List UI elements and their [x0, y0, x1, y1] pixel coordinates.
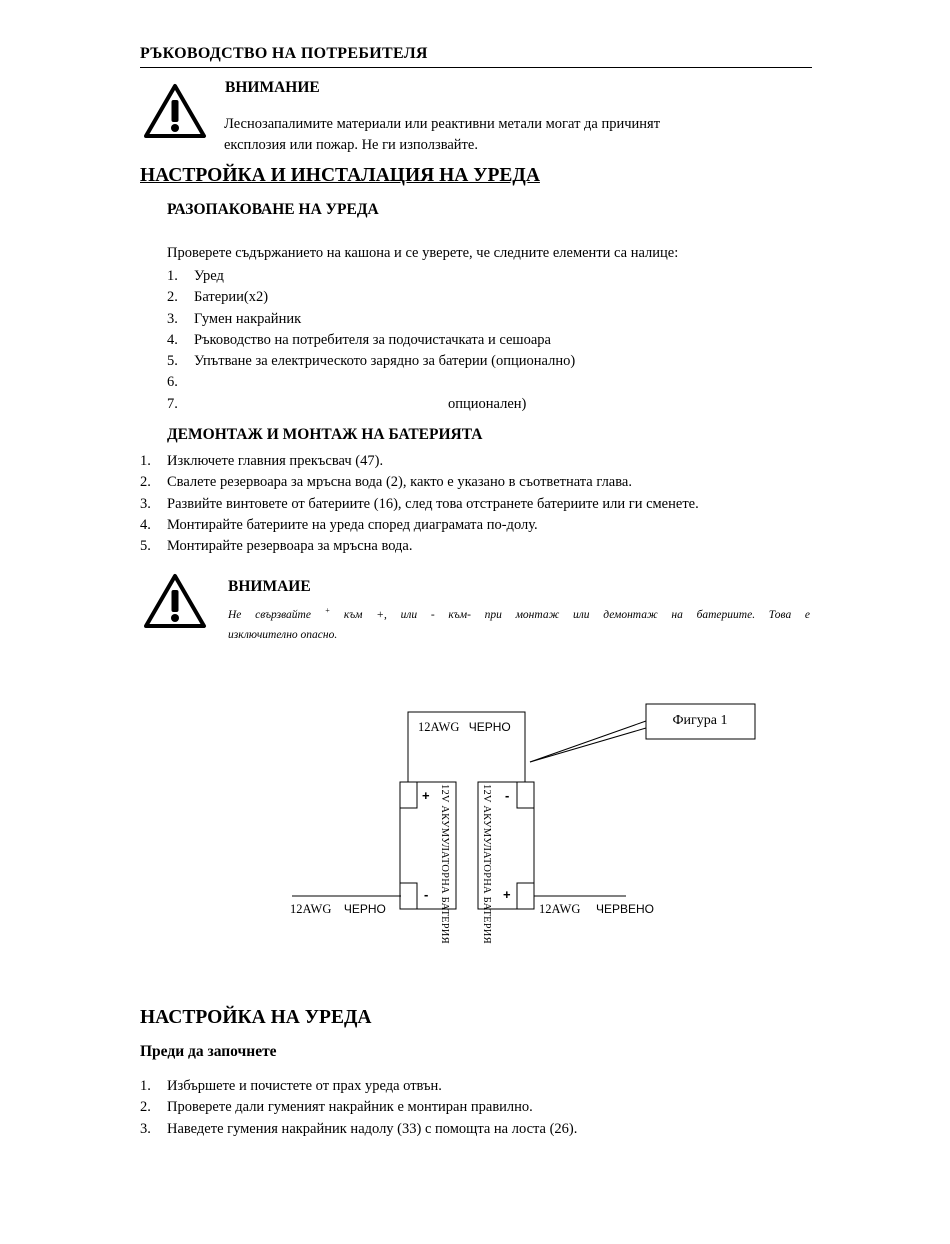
section-title-device-setup: НАСТРОЙКА НА УРЕДА: [140, 1007, 372, 1028]
battery-left-label: 12V АКУМУЛАТОРНА БАТЕРИЯ: [439, 784, 450, 944]
left-wire-label: 12AWG ЧЕРНО: [290, 902, 386, 916]
warning-triangle-icon: [143, 83, 207, 139]
figure-label: Фигура 1: [672, 713, 728, 728]
warning-triangle-icon: [143, 573, 207, 629]
warning-2-text-line-1: Не свързвайте + към +, или - към- при монтаж или демонтаж на батериите. Това е: [228, 606, 811, 621]
top-wire-label: 12AWG ЧЕРНО: [418, 720, 511, 734]
right-wire-label: 12AWG ЧЕРВЕНО: [539, 902, 654, 916]
warning-text-line-2: експлозия или пожар. Не ги използвайте.: [224, 137, 478, 153]
list-item: 3. Гумен накрайник: [167, 310, 302, 327]
list-item: 2. Свалете резервоара за мръсна вода (2), както е указано в съответната глава.: [140, 474, 632, 491]
list-item: 7.: [167, 395, 178, 412]
subsection-title-unpacking: РАЗОПАКОВАНЕ НА УРЕДА: [167, 201, 379, 218]
list-item: 1. Изключете главния прекъсвач (47).: [140, 453, 384, 469]
battery-right-label: 12V АКУМУЛАТОРНА БАТЕРИЯ: [481, 784, 492, 944]
list-item: 3. Развийте винтовете от батериите (16), след това отстранете батериите или ги сменете.: [140, 495, 699, 512]
battery-right-bottom-terminal: [517, 883, 534, 909]
subsection-title-before-start: Преди да започнете: [140, 1043, 277, 1060]
page-header-title: РЪКОВОДСТВО НА ПОТРЕБИТЕЛЯ: [140, 45, 428, 62]
header-rule: [140, 67, 812, 68]
battery-left-plus-symbol: +: [422, 788, 430, 803]
battery-left-bottom-terminal: [400, 883, 417, 909]
unpacking-intro: Проверете съдържанието на кашона и се уверете, че следните елементи са налице:: [167, 245, 679, 261]
list-item: 2. Проверете дали гуменият накрайник е монтиран правилно.: [140, 1099, 533, 1116]
section-title-setup-installation: НАСТРОЙКА И ИНСТАЛАЦИЯ НА УРЕДА: [140, 165, 540, 186]
list-item: 5. Упътване за електрическото зарядно за батерии (опционално): [167, 353, 576, 370]
list-item: 5. Монтирайте резервоара за мръсна вода.: [140, 538, 413, 555]
battery-right-top-terminal: [517, 782, 534, 808]
warning-text-line-1: Леснозапалимите материали или реактивни метали могат да причинят: [224, 116, 661, 132]
battery-steps-list: [140, 451, 699, 557]
unpacking-list: [167, 266, 575, 415]
warning-2-text-line-2: изключително опасно.: [228, 629, 338, 641]
list-item: 2. Батерии(x2): [167, 289, 269, 306]
battery-left-top-terminal: [400, 782, 417, 808]
list-item: 1. Уред: [167, 268, 224, 284]
warning-title-2: ВНИМАИЕ: [228, 578, 311, 595]
list-item: 1. Избършете и почистете от прах уреда отвън.: [140, 1078, 442, 1094]
callout-line: [530, 728, 646, 762]
device-setup-list: [140, 1076, 577, 1140]
callout-line: [530, 721, 646, 762]
list-item: 3. Наведете гумения накрайник надолу (33) с помощта на лоста (26).: [140, 1120, 578, 1137]
battery-right-plus-symbol: +: [503, 887, 511, 902]
battery-wiring-diagram: [280, 695, 770, 925]
battery-left-minus-symbol: -: [424, 887, 429, 902]
list-item: 4. Монтирайте батериите на уреда според диаграмата по-долу.: [140, 516, 538, 533]
warning-title: ВНИМАНИЕ: [225, 79, 320, 96]
list-item: 4. Ръководство на потребителя за подочистачката и сешоара: [167, 331, 551, 348]
list-item: 6.: [167, 374, 178, 391]
battery-right-minus-symbol: -: [505, 788, 510, 803]
item-7-trailing-text: опционален): [448, 396, 527, 412]
subsection-title-battery: ДЕМОНТАЖ И МОНТАЖ НА БАТЕРИЯТА: [167, 426, 483, 443]
